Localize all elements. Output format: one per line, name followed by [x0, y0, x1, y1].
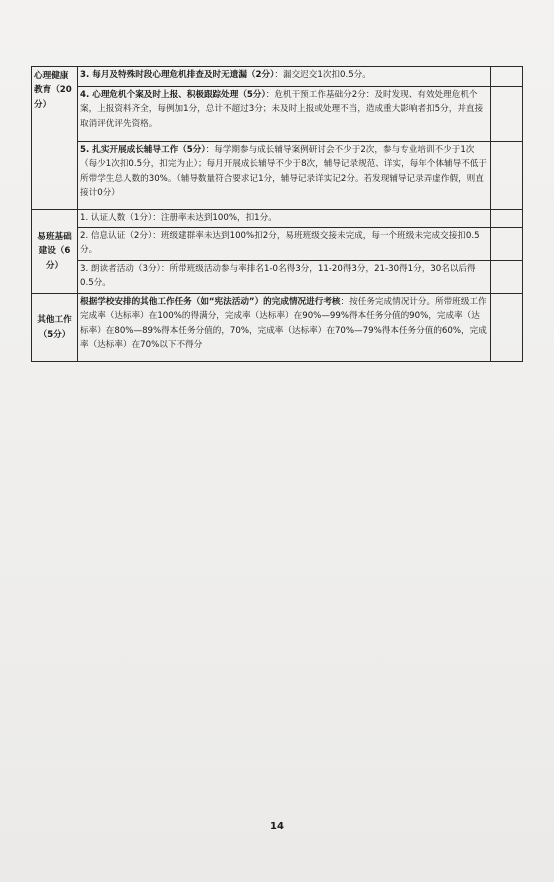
- score-cell: [491, 87, 523, 142]
- rule-item: [78, 87, 491, 142]
- score-cell: [491, 261, 523, 294]
- rule-item: 1. 认证人数（1分）：注册率未达到100%，扣1分。: [78, 210, 491, 228]
- rule-body: ：按任务完成情况计分。所带班级工作完成率（达标率）在100%的得满分，完成率（达标率）在90%—99%得本任务分值的90%，完成率（达标率）在80%—89%得本任务分值的，70%，完成率（达标率）在70%—79%得本任务分值的60%，完成率（达标率）在70%以下不得分: [80, 297, 487, 351]
- table-row: [32, 87, 523, 142]
- category-yiban: 易班基础建设（6分）: [32, 210, 78, 294]
- score-cell: [491, 67, 523, 87]
- category-psych: 心理健康教育（20分）: [32, 67, 78, 210]
- table-row: [32, 142, 523, 210]
- category-other: 其他工作（5分）: [32, 294, 78, 362]
- rule-item: [78, 294, 491, 362]
- rule-item: 3. 朗读者活动（3分）：所带班级活动参与率排名1-0名得3分，11-20得3分，21-30得1分，30名以后得0.5分。: [78, 261, 491, 294]
- rule-title: 4. 心理危机个案及时上报、积极跟踪处理（5分）: [80, 90, 266, 100]
- rule-body: ：每学期参与成长辅导案例研讨会不少于2次，参与专业培训不少于1次（每少1次扣0.5分，扣完为止）；每月开展成长辅导不少于8次，辅导记录规范、详实，每年个体辅导不低于所带学生总人数的30%。（辅导数量符合要求记1分，辅导记录详实记2分。若发现辅导记录弄虚作假，则直接计0分）: [80, 145, 488, 199]
- assessment-table: [31, 66, 523, 362]
- rule-item: [78, 142, 491, 210]
- score-cell: [491, 294, 523, 362]
- page-number: 14: [270, 821, 284, 832]
- table-row: [32, 67, 523, 87]
- score-cell: [491, 142, 523, 210]
- rule-body: ：危机干预工作基础分2分：及时发现、有效处理危机个案，上报资料齐全，每例加1分，总计不超过3分；未及时上报或处理不当，造成重大影响者扣5分，并直接取消评优评先资格。: [80, 90, 484, 129]
- rule-item: 2. 信息认证（2分）：班级建群率未达到100%扣2分，易班班级交接未完成，每一个班级未完成交接扣0.5分。: [78, 228, 491, 261]
- rule-title: 根据学校安排的其他工作任务（如“宪法活动”）的完成情况进行考核: [80, 297, 341, 307]
- score-cell: [491, 228, 523, 261]
- rule-title: 3. 每月及特殊时段心理危机排查及时无遗漏（2分）: [80, 70, 275, 80]
- score-cell: [491, 210, 523, 228]
- rule-body: ：漏交迟交1次扣0.5分。: [274, 70, 371, 80]
- table-row: [32, 261, 523, 294]
- rule-title: 5. 扎实开展成长辅导工作（5分）: [80, 145, 206, 155]
- rule-item: [78, 67, 491, 87]
- table-row: [32, 210, 523, 228]
- table-row: [32, 294, 523, 362]
- table-row: [32, 228, 523, 261]
